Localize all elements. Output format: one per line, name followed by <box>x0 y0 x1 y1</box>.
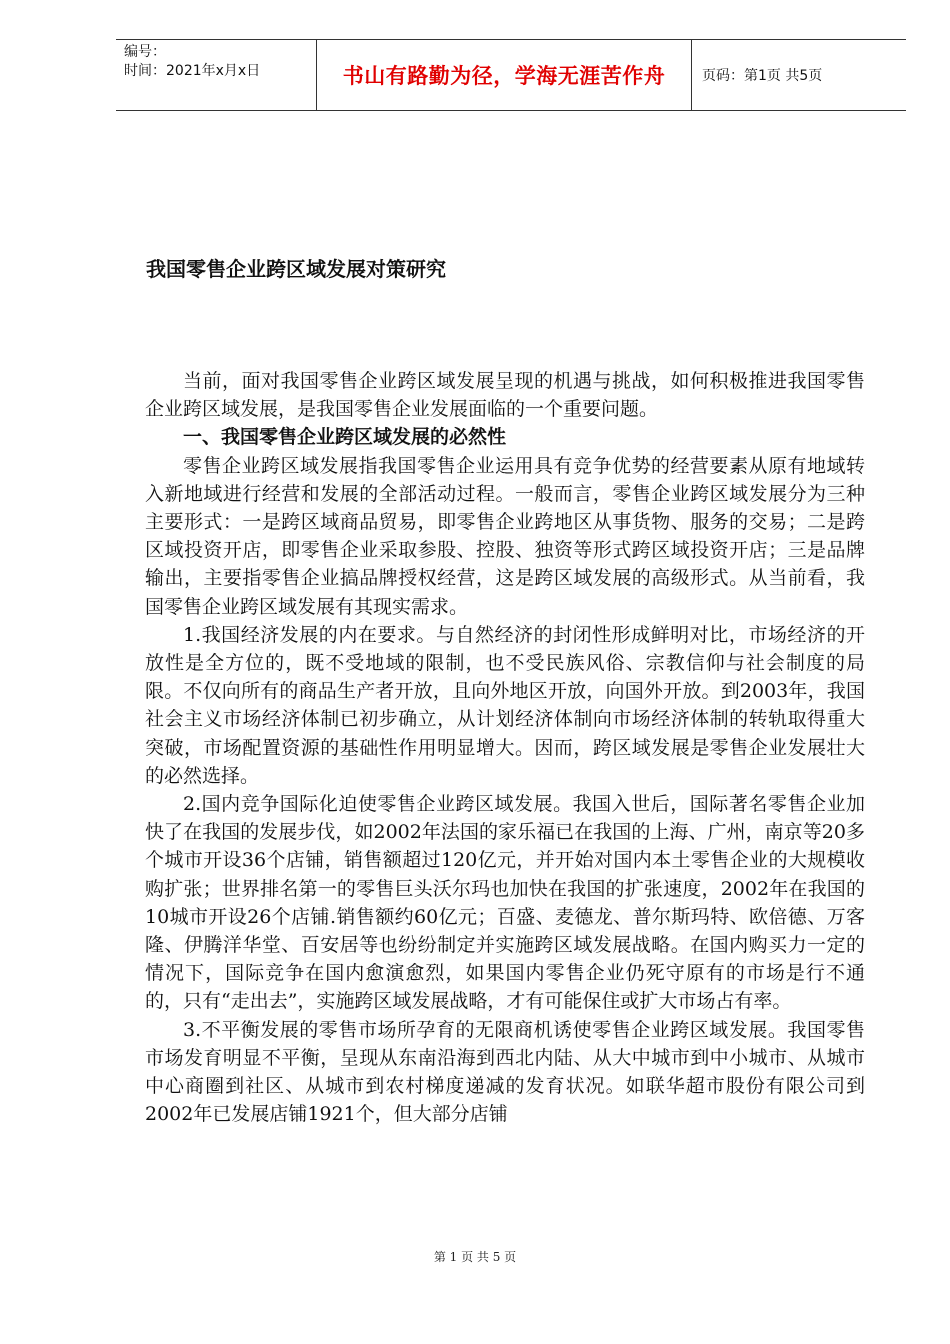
header-motto: 书山有路勤为径，学海无涯苦作舟 <box>316 40 692 110</box>
number-label: 编号： <box>124 44 166 60</box>
paragraph: 零售企业跨区域发展指我国零售企业运用具有竞争优势的经营要素从原有地域转入新地域进行经营和发展的全部活动过程。一般而言，零售企业跨区域发展分为三种主要形式：一是跨区域商品贸易，即零售企业跨地区从事货物、服务的交易；二是跨区域投资开店，即零售企业采取参股、控股、独资等形式跨区域投资开店；三是品牌输出，主要指零售企业搞品牌授权经营，这是跨区域发展的高级形式。从当前看，我国零售企业跨区域发展有其现实需求。 <box>145 454 865 618</box>
header-meta <box>116 40 316 110</box>
time-label: 时间：2021年x月x日 <box>124 63 261 79</box>
header-page-label: 页码：第1页 共5页 <box>702 68 823 84</box>
paragraph: 2.国内竞争国际化迫使零售企业跨区域发展。我国入世后，国际著名零售企业加快了在我国的发展步伐，如2002年法国的家乐福已在我国的上海、广州，南京等20多个城市开设36个店铺，销售额超过120亿元，并开始对国内本土零售企业的大规模收购扩张；世界排名第一的零售巨头沃尔玛也加快在我国的扩张速度，2002年在我国的10城市开设26个店铺.销售额约60亿元；百盛、麦德龙、普尔斯玛特、欧倍德、万客隆、伊腾洋华堂、百安居等也纷纷制定并实施跨区域发展战略。在国内购买力一定的情况下，国际竞争在国内愈演愈烈，如果国内零售企业仍死守原有的市场是行不通的，只有“走出去”，实施跨区域发展战略，才有可能保住或扩大市场占有率。 <box>145 793 865 1013</box>
paragraph: 1.我国经济发展的内在要求。与自然经济的封闭性形成鲜明对比，市场经济的开放性是全方位的，既不受地域的限制，也不受民族风俗、宗教信仰与社会制度的局限。不仅向所有的商品生产者开放，且向外地区开放，向国外开放。到2003年，我国社会主义市场经济体制已初步确立，从计划经济体制向市场经济体制的转轨取得重大突破，市场配置资源的基础性作用明显增大。因而，跨区域发展是零售企业发展壮大的必然选择。 <box>145 623 865 787</box>
page-header <box>116 39 906 111</box>
page-footer: 第 1 页 共 5 页 <box>433 1250 517 1264</box>
section-heading: 一、我国零售企业跨区域发展的必然性 <box>183 426 507 449</box>
document-title: 我国零售企业跨区域发展对策研究 <box>146 257 446 281</box>
paragraph: 当前，面对我国零售企业跨区域发展呈现的机遇与挑战，如何积极推进我国零售企业跨区域发展，是我国零售企业发展面临的一个重要问题。 <box>145 370 865 421</box>
paragraph: 3.不平衡发展的零售市场所孕育的无限商机诱使零售企业跨区域发展。我国零售市场发育明显不平衡，呈现从东南沿海到西北内陆、从大中城市到中小城市、从城市中心商圈到社区、从城市到农村梯度递减的发育状况。如联华超市股份有限公司到2002年已发展店铺1921个，但大部分店铺 <box>145 1018 865 1126</box>
document-body <box>145 367 865 1128</box>
